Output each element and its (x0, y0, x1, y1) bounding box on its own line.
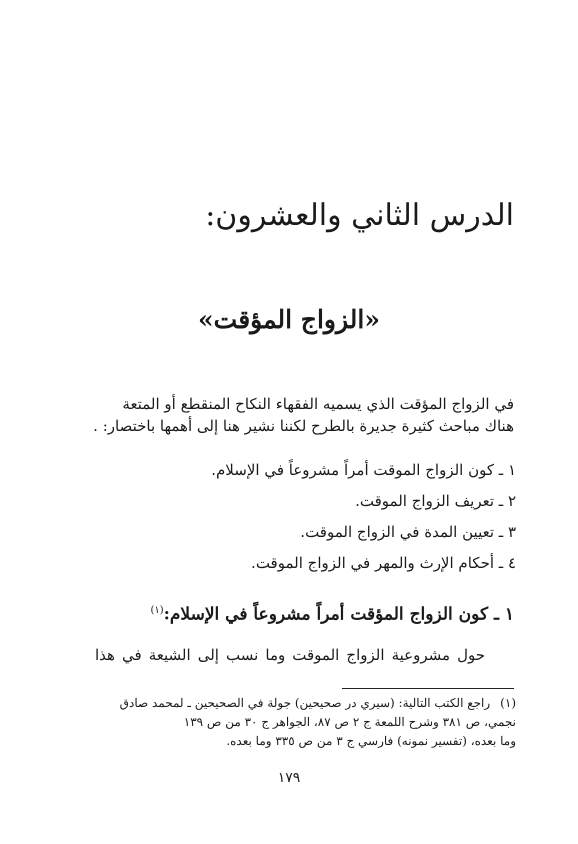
intro-paragraph (64, 393, 514, 437)
footnote-marker: (١) (500, 696, 516, 710)
section-heading (54, 598, 514, 628)
section-body-text: حول مشروعية الزواج الموقت وما نسب إلى الشيعة في هذا (95, 646, 485, 664)
intro-line: في الزواج المؤقت الذي يسميه الفقهاء النكاح المنقطع أو المتعة (122, 395, 514, 413)
page-number: ١٧٩ (277, 770, 301, 786)
topic-item: ٢ ـ تعريف الزواج الموقت. (355, 492, 516, 510)
section-heading-text: ١ ـ كون الزواج المؤقت أمراً مشروعاً في الإسلام: (163, 604, 514, 625)
topic-item: ١ ـ كون الزواج الموقت أمراً مشروعاً في الإسلام. (211, 461, 516, 479)
footnote-line: وما بعده، (تفسير نمونه) فارسي ج ٣ من ص ٣٣٥ وما بعده. (226, 734, 516, 748)
footnote-line: نجمي، ص ٣٨١ وشرح اللمعة ج ٢ ص ٨٧، الجواهر ج ٣٠ من ص ١٣٩ (183, 715, 516, 729)
topic-item: ٤ ـ أحكام الإرث والمهر في الزواج الموقت. (251, 554, 516, 572)
topic-item: ٣ ـ تعيين المدة في الزواج الموقت. (300, 523, 516, 541)
footnote-line (64, 694, 516, 713)
footnote-divider (342, 688, 514, 689)
lesson-title: الدرس الثاني والعشرون: (205, 198, 514, 233)
intro-line: هناك مباحث كثيرة جديرة بالطرح لكننا نشير هنا إلى أهمها باختصار: . (93, 417, 514, 435)
footnote-line-text: راجع الكتب التالية: (سيري در صحيحين) جولة في الصحيحين ـ لمحمد صادق (119, 696, 491, 710)
footnote-reference: (١) (150, 605, 164, 616)
chapter-title: «الزواج المؤقت» (198, 305, 380, 334)
footnote (64, 694, 516, 751)
topics-list (66, 455, 516, 579)
